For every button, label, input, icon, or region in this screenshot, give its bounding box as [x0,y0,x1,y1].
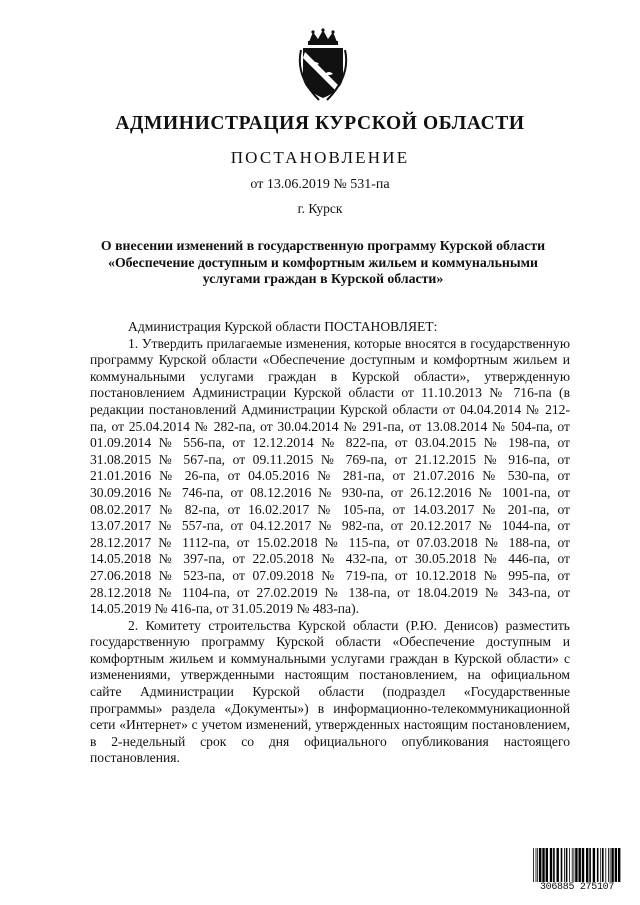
document-type: ПОСТАНОВЛЕНИЕ [230,148,410,167]
title-line: «Обеспечение доступным и комфортным жильем и коммунальными [108,254,538,270]
city-line: г. Курск [297,201,343,216]
document-body [90,319,570,767]
paragraph-2: 2. Комитету строительства Курской области (Р.Ю. Денисов) разместить государственную программу Курской области «Обеспечение доступным и комфортным жильем и коммунальными услугами граждан в Курской области» с изменениями, утвержденными настоящим постановлением, на официальном сайте Администрации Курской области (подраздел «Государственные программы» раздела «Документы») в информационно-телекоммуникационной сети «Интернет» с учетом изменений, утвержденных настоящим постановлением, в 2-недельный срок со дня официального опубликования настоящего постановления. [90,617,570,766]
document-title [80,238,566,288]
title-line: О внесении изменений в государственную программу Курской области [100,238,546,253]
coat-of-arms-emblem [295,28,351,102]
paragraph-1: 1. Утвердить прилагаемые изменения, которые вносятся в государственную программу Курской области «Обеспечение доступным и комфортным жильем и коммунальными услугами граждан в Курской области», утвержденную постановлением Администрации Курской области от 11.10.2013 № 716-па (в редакции постановлений Администрации Курской области от 04.04.2014 № 212-па, от 25.04.2014 № 282-па, от 30.04.2014 № 291-па, от 13.08.2014 № 504-па, от 01.09.2014 № 556-па, от 12.12.2014 № 822-па, от 03.04.2015 № 198-па, от 31.08.2015 № 567-па, от 09.11.2015 № 769-па, от 21.12.2015 № 916-па, от 21.01.2016 № 26-па, от 04.05.2016 № 281-па, от 21.07.2016 № 530-па, от 30.09.2016 № 746-па, от 08.12.2016 № 930-па, от 26.12.2016 № 1001-па, от 08.02.2017 № 82-па, от 16.02.2017 № 105-па, от 14.03.2017 № 201-па, от 13.07.2017 № 557-па, от 04.12.2017 № 982-па, от 20.12.2017 № 1044-па, от 28.12.2017 № 1112-па, от 15.02.2018 № 115-па, от 07.03.2018 № 188-па, от 14.05.2018 № 397-па, от 22.05.2018 № 432-па, от 30.05.2018 № 446-па, от 27.06.2018 № 523-па, от 07.09.2018 № 719-па, от 10.12.2018 № 995-па, от 28.12.2018 № 1104-па, от 27.02.2019 № 138-па, от 18.04.2019 № 343-па, от 14.05.2019 № 416-па, от 31.05.2019 № 483-па). [90,335,570,617]
document-number-date: от 13.06.2019 № 531-па [250,177,390,192]
barcode-number: 306885 275107 [531,882,623,893]
title-line: услугами граждан в Курской области» [202,271,444,287]
resolution-lead: Администрация Курской области ПОСТАНОВЛЯЕТ: [128,319,438,334]
organization-heading: АДМИНИСТРАЦИЯ КУРСКОЙ ОБЛАСТИ [115,113,525,134]
